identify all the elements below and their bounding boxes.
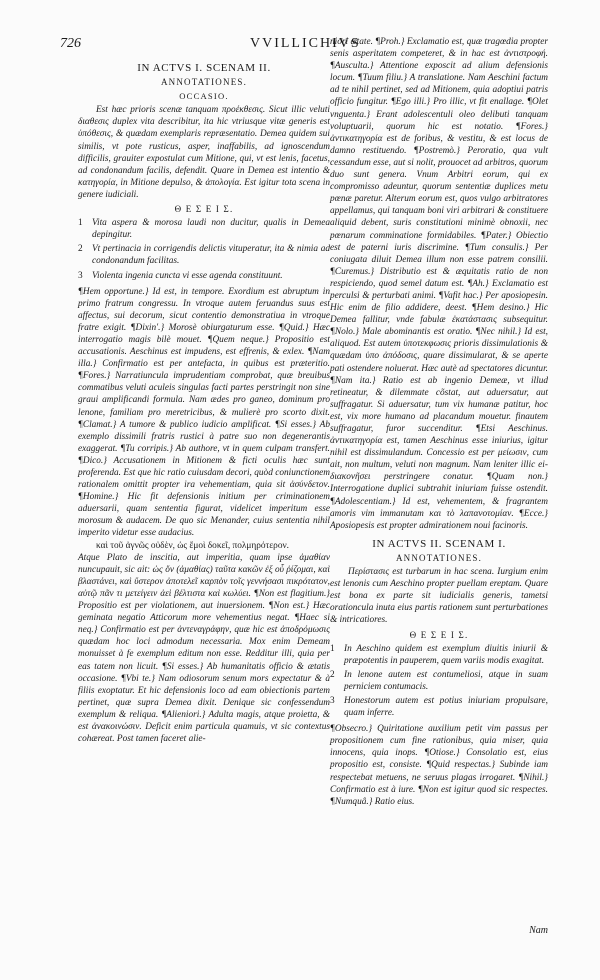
thesis-number: 3 bbox=[330, 695, 335, 706]
occasio-heading: OCCASIO. bbox=[179, 91, 229, 102]
right-column bbox=[330, 36, 548, 808]
thesis-text: In lenone autem est contumeliosi, atque in suam perniciem contumacis. bbox=[344, 669, 548, 692]
thesis-number: 1 bbox=[330, 643, 335, 654]
annotationes-heading: ANNOTATIONES. bbox=[395, 552, 483, 563]
commentary-paragraph: Atque Plato de inscitia, aut imperitia, quam ipse ἀμαθίαν nuncupauit, sic ait: ὡς ὄν (ἀμαθίας) ταῦτα κακῶν ἐξ οὖ ῥίζομαι, καὶ βλαστάνει, καὶ ὕστερον ἀποτελεῖ καρπὸν τοῖς γεννήσασι πικρότατον, αὐτῷ πᾶν τι μετείγειν ἀεὶ βέλτιστα καὶ κωλύει. ¶Non est flagitium.} Propositio est per violationem, aut inuersionem. ¶Non est.} Hæc geminata negatio Atticorum more vehementius negat. ¶Haec si neq.} Confirmatio est per ἀντεναγράφην, quæ hic est ἀποδρόμωσις quædam hoc loci admodum necessaria. Mox enim Demeam monuisset à fe exemplum editum non esse. Redditur illi, quia per eas tatem non licuit. ¶Si esses.} Ab humanitatis officio & ætatis occasione. ¶Vbi te.} Nam odiosorum senum mors expectatur & à filiis exoptatur. Et hic defensionis loco ad eam obiectionis partem pertinet, quæ supra Demea dixit. Denique sic confessendum exemplum & reliqua. ¶Alieniori.} Adulta magis, atque proietta, & est ἀνακοινώσιν. Deficit enim particula quamuis, vt sic contextus cohæreat. Post tamen faceret alie- bbox=[78, 552, 330, 745]
thesis-number: 3 bbox=[78, 270, 83, 281]
commentary-paragraph: niori ætate. ¶Proh.} Exclamatio est, quæ tragœdia propter senis asperitatem competeret, & in hac est ἀντιστροφή. ¶Ausculta.} Attentione exposcit ad alium defensionis locum. ¶Tuum filiu.} A translatione. Nam Aeschini factum ad te nihil pertinet, sed ad Mitionem, quia adoptiui patris officio fungitur. ¶Ego illi.} Pro illic, vt fit enallage. ¶Olet vnguenta.} Erant adolescentuli oleo delibuti tanquam voluptuarii, quorum hic est notatio. ¶Fores.} ἀντικατηγορία est de foribus, & vestitu, & est locus de damno restituendo. ¶Postremò.} Peroratio, qua vult cessandum esse, aut si nolit, prouocet ad arbitros, quorum duo sunt genera. Vnum Arbitri eorum, qui ex compromisso adeuntur, quorum sententiæ duplices metu pœnæ paretur. Alterum eorum est, quos vulgo arbitratores appellamus, qui tanquam boni viri arbitrari & constituere aliquid debent, suris constitutioni minimè obnoxii, nec pœnarum comminatione formidabiles. ¶Pater.} Obiectio est de paterni iuris discrimine. ¶Tum consulis.} Per coniugata diluit Demea illum non esse patrem consilii. ¶Curemus.} Distributio est & æquitatis ratio de non respiciendo, quod semel datum est. ¶Ah.} Exclamatio est perculsi & perturbati animi. ¶Vafit hac.} Per aposiopesin. Hic enim de filio addidere, deest. ¶Hem desino.} Hic Demea fallitur, vnde fabulæ ἐκατάστασις subsequitur. ¶Nolo.} Male abominantis est oratio. ¶Nec nihil.} Id est, aliquod. Est autem ὑποτεκφωσις prioris dissimulationis & quædam ὑπο ἀπόδοσις, quare dissimularat, & se aperte pati ostendere noluerat. Hæc autè ad spectatores dicuntur. ¶Nam ita.} Ratio est ab ingenio Demeæ, vt illud retineatur, & dilemmate cõstat, aut aduersatur, aut suffragatur. Si aduersatur, tum vix humanæ patitur, hoc est, vix more humano ad placandum mouetur. finautem suffragatur, furor succenditur. ¶Etsi Aeschinus. ἀντικατηγορία est, tamen Aeschinus esse iniurius, igitur nihil est dissimulandum. Concessio est per μείωσιν, cum ait, non multum, veluti non magnum. Nam leniter illic ei- διακονῆσει perstringere conatur. ¶Quam non.} Interrogatione duplici subtrahit iniuriam fuisse ostendit. ¶Adolescentiam.} Id est, vehementem, & fragrantem amoris vim immanutam και τὸ λαπανοτομίαν. ¶Ecce.} Aposiopesis est propter admirationem noui facinoris. bbox=[330, 37, 548, 531]
thesis-text: Vt pertinacia in corrigendis delictis vituperatur, ita & nimia ad condonandum facilitas. bbox=[92, 244, 330, 267]
theses-list bbox=[78, 217, 330, 281]
scene-heading: IN ACTVS II. SCENAM I. bbox=[372, 537, 506, 550]
left-column bbox=[78, 60, 330, 745]
commentary-paragraph: ¶Hem opportune.} Id est, in tempore. Exordium est abruptum in primo fratrum congressu. In vtroque autem feruandus suus est affectus, sui decorum, sicut contentio demonstratiua in vtroque fratre exigit. ¶Dixin'.} Morosè obiurgaturum esse. ¶Quid.} Hæc interrogatio magis bilè mouet. ¶Quem neque.} Propositio est accusationis. Aeschinus est impudens, est effrenis, & exlex. ¶Nam illa.} Confirmatio est per antefacta, in quibus est præteritio. ¶Fores.} Narratiuncula imprudentiam comprobat, quæ breuibus commatibus veluti aculeis singulas facti partes perstringit non sine graui amplificandi formula. Nam ædes pro ganeo, dominum pro lenone, familiam pro meretricibus, & mulierè pro scorto dixit. ¶Clamat.} A tumore & publico iudicio amplificat. ¶Si esses.} Ab exemplo dissimili fratris rustici à patre suo non degenerantis exaggerat. ¶Tu corripis.} Ab authore, vt in quem culpam transfert. ¶Dico.} Accusationem in Mitionem & ficti oculis hæc sunt proferenda. Est que hic ratio cuiusdam decori, quòd coniunctionem rationalem omittit propter ira vehementiam, quia sit ἀσύνδετον. ¶Homine.} Hic fit defensionis initium per criminationem aduersarii, quam sententia figurat, videlicet imperitum esse morosum & audacem. De quo sic Menander, cuius sententia nihil imperito videtur esse audacius. bbox=[78, 286, 330, 539]
thesis-item bbox=[78, 217, 330, 241]
greek-quotation: καὶ τοῦ ἀγνῶς οὐδὲν, ὡς ἔμοὶ δοκεῖ, πολμηρότερον. bbox=[96, 540, 290, 551]
running-title: VVILLICHIVS bbox=[250, 36, 361, 51]
intro-paragraph: Περίστασις est turbarum in hac scena. Iurgium enim est lenonis cum Aeschino propter puellam ereptam. Quare est bona ex parte sit iudicialis generis, tametsi orationcula inuta eius partis rationem sunt perturbationes & intricatiores. bbox=[330, 567, 548, 626]
thesis-text: In Aeschino quidem est exemplum diuitis iniurii & præpotentis in pauperem, quem variis modis exagitat. bbox=[344, 643, 548, 666]
thesis-number: 2 bbox=[78, 244, 83, 255]
theses-heading: Θ Ε Σ Ε Ι Σ. bbox=[174, 204, 234, 215]
catchword: Nam bbox=[529, 925, 548, 936]
page-number: 726 bbox=[60, 36, 81, 51]
thesis-item bbox=[78, 243, 330, 267]
theses-list bbox=[330, 643, 548, 720]
thesis-item bbox=[78, 270, 330, 282]
thesis-number: 2 bbox=[330, 669, 335, 680]
thesis-number: 1 bbox=[78, 218, 83, 229]
thesis-item bbox=[330, 669, 548, 693]
commentary-paragraph: ¶Obsecro.} Quiritatione auxilium petit vim passus per propositionem cum fine rationibus, quia miser, quia innocens, quia inops. ¶Otiose.} Consolatio est, eius propositio est, consiste. ¶Quid respectas.} Subinde iam respectebat metuens, ne seruus plagas irrogaret. ¶Nihil.} Confirmatio est à iure. ¶Non est igitur quod sic respectes. ¶Numquâ.} Ratio eius. bbox=[330, 724, 548, 807]
annotationes-heading: ANNOTATIONES. bbox=[160, 77, 248, 88]
scene-heading: IN ACTVS I. SCENAM II. bbox=[137, 62, 271, 74]
intro-paragraph: Est hæc prioris scenæ tanquam προέκθεσις. Sicut illic veluti διαθεσις duplex vita describitur, ita hic vtriusque vitæ generis est ὑπόθεσις, & quædam exemplaris repræsentatio. Demea quidem sui similis, vt pote rusticus, asper, inaffabilis, ad ignoscendum difficilis, grauiter expostulat cum Mitione, qui, vt est lenis, facetus, ad condonandum facilis, defendit. Quare in Demea est intentio & κατηγορία, in Mitione depulso, & ἀπολογία. Est igitur tota scena in genere iudiciali. bbox=[78, 105, 330, 200]
thesis-item bbox=[330, 695, 548, 719]
theses-heading: Θ Ε Σ Ε Ι Σ. bbox=[409, 629, 469, 640]
thesis-item bbox=[330, 643, 548, 667]
thesis-text: Vita aspera & morosa laudi non ducitur, qualis in Demea depingitur. bbox=[92, 218, 330, 241]
thesis-text: Violenta ingenia cuncta vi esse agenda constituunt. bbox=[92, 270, 283, 281]
thesis-text: Honestorum autem est potius iniuriam propulsare, quam inferre. bbox=[344, 695, 548, 719]
